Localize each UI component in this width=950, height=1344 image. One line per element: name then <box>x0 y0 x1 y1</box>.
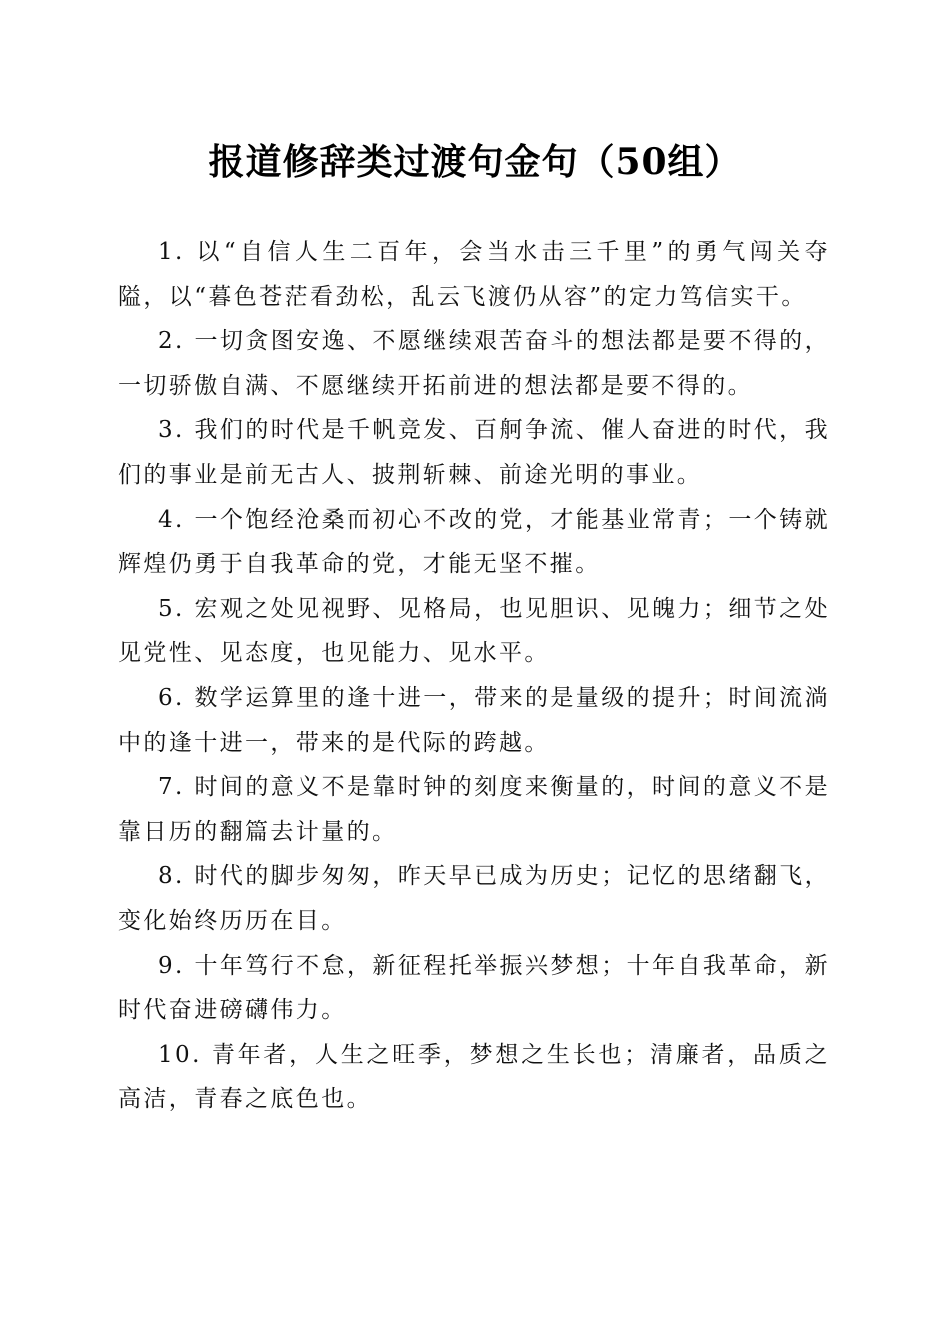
list-item: 1. 以“自信人生二百年，会当水击三千里”的勇气闯关夺隘，以“暮色苍茫看劲松，乱云飞渡仍从容”的定力笃信实干。 <box>118 239 830 310</box>
list-item: 8. 时代的脚步匆匆，昨天早已成为历史；记忆的思绪翻飞，变化始终历历在目。 <box>118 863 830 934</box>
list-item: 10. 青年者，人生之旺季，梦想之生长也；清廉者，品质之高洁，青春之底色也。 <box>118 1041 830 1113</box>
list-item: 3. 我们的时代是千帆竞发、百舸争流、催人奋进的时代，我们的事业是前无古人、披荆斩棘、前途光明的事业。 <box>118 417 830 488</box>
list-item: 2. 一切贪图安逸、不愿继续艰苦奋斗的想法都是要不得的，一切骄傲自满、不愿继续开拓前进的想法都是要不得的。 <box>118 328 830 399</box>
list-item: 9. 十年笃行不怠，新征程托举振兴梦想；十年自我革命，新时代奋进磅礴伟力。 <box>118 952 830 1024</box>
list-item: 7. 时间的意义不是靠时钟的刻度来衡量的，时间的意义不是靠日历的翻篇去计量的。 <box>118 774 830 845</box>
document-body <box>118 230 830 1122</box>
list-item: 4. 一个饱经沧桑而初心不改的党，才能基业常青；一个铸就辉煌仍勇于自我革命的党，才能无坚不摧。 <box>118 506 830 578</box>
document-title: 报道修辞类过渡句金句（50组） <box>208 141 742 183</box>
list-item: 5. 宏观之处见视野、见格局，也见胆识、见魄力；细节之处见党性、见态度，也见能力、见水平。 <box>118 595 830 667</box>
list-item: 6. 数学运算里的逢十进一，带来的是量级的提升；时间流淌中的逢十进一，带来的是代际的跨越。 <box>118 684 830 756</box>
